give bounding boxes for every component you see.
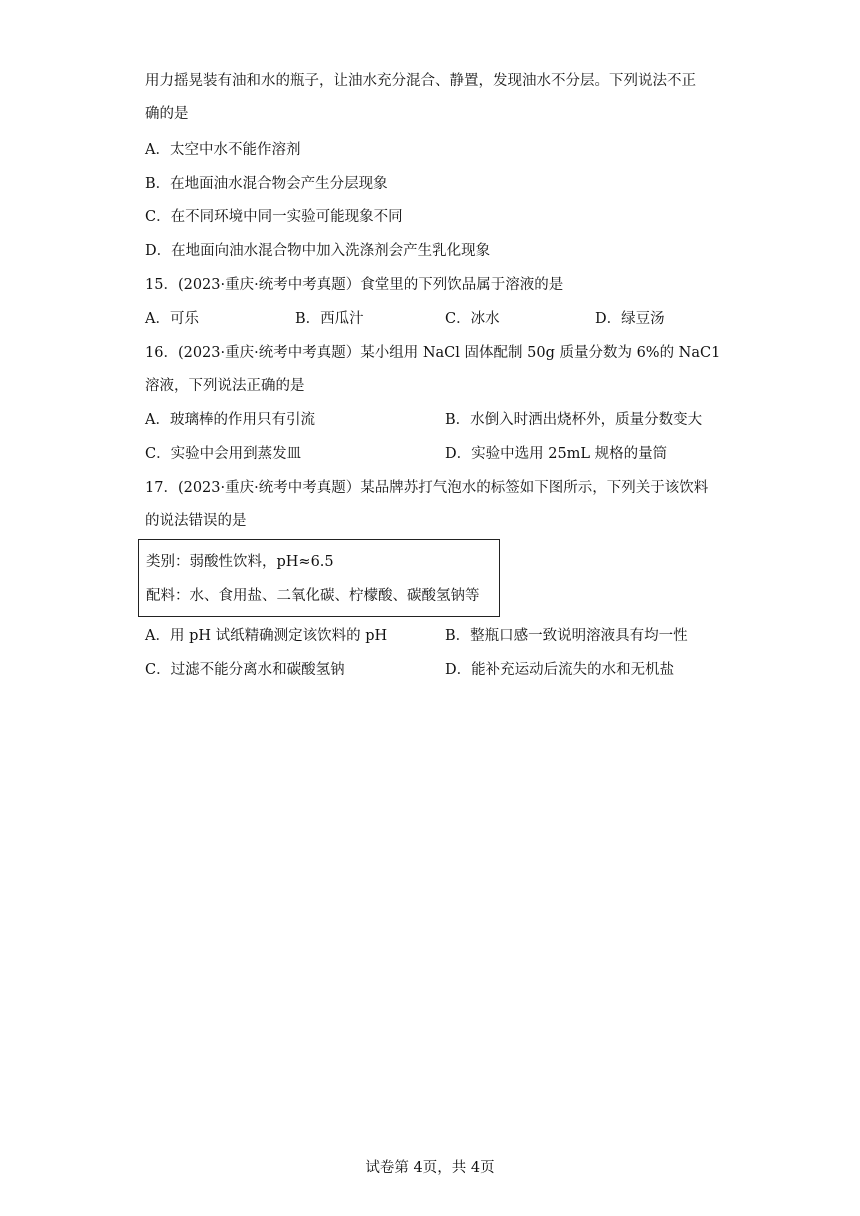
q17-stem-line1: 17．(2023·重庆·统考中考真题）某品牌苏打气泡水的标签如下图所示，下列关于该饮料 — [145, 480, 709, 496]
q16-option-b: B．水倒入时洒出烧杯外，质量分数变大 — [445, 412, 703, 428]
q15-option-a: A．可乐 — [145, 311, 199, 327]
q16-option-d: D．实验中选用 25mL 规格的量筒 — [445, 446, 668, 462]
drink-label-box — [138, 539, 500, 617]
q16-stem-line1: 16．(2023·重庆·统考中考真题）某小组用 NaCl 固体配制 50g 质量分数为 6%的 NaC1 — [145, 345, 721, 361]
q17-option-a: A．用 pH 试纸精确测定该饮料的 pH — [145, 628, 388, 644]
q16-option-c: C．实验中会用到蒸发皿 — [145, 446, 302, 462]
q15-option-b: B．西瓜汁 — [295, 311, 364, 327]
q16-option-a: A．玻璃棒的作用只有引流 — [145, 412, 315, 428]
q17-stem-line2: 的说法错误的是 — [145, 513, 247, 529]
label-ingredients: 配料：水、食用盐、二氧化碳、柠檬酸、碳酸氢钠等 — [146, 588, 480, 604]
q14-stem-line2: 确的是 — [145, 106, 189, 122]
q14-option-c: C．在不同环境中同一实验可能现象不同 — [145, 209, 403, 225]
q15-stem: 15．(2023·重庆·统考中考真题）食堂里的下列饮品属于溶液的是 — [145, 277, 564, 293]
q14-option-a: A．太空中水不能作溶剂 — [145, 142, 301, 158]
q15-option-d: D．绿豆汤 — [595, 311, 665, 327]
q17-option-b: B．整瓶口感一致说明溶液具有均一性 — [445, 628, 688, 644]
q15-option-c: C．冰水 — [445, 311, 500, 327]
q14-stem-line1: 用力摇晃装有油和水的瓶子，让油水充分混合、静置，发现油水不分层。下列说法不正 — [145, 73, 696, 89]
q17-option-d: D．能补充运动后流失的水和无机盐 — [445, 662, 675, 678]
q16-stem-line2: 溶液，下列说法正确的是 — [145, 378, 305, 394]
q14-option-b: B．在地面油水混合物会产生分层现象 — [145, 176, 388, 192]
label-category: 类别：弱酸性饮料，pH≈6.5 — [146, 554, 334, 570]
page-footer: 试卷第 4页，共 4页 — [365, 1160, 495, 1176]
q17-option-c: C．过滤不能分离水和碳酸氢钠 — [145, 662, 345, 678]
q14-option-d: D．在地面向油水混合物中加入洗涤剂会产生乳化现象 — [145, 243, 491, 259]
